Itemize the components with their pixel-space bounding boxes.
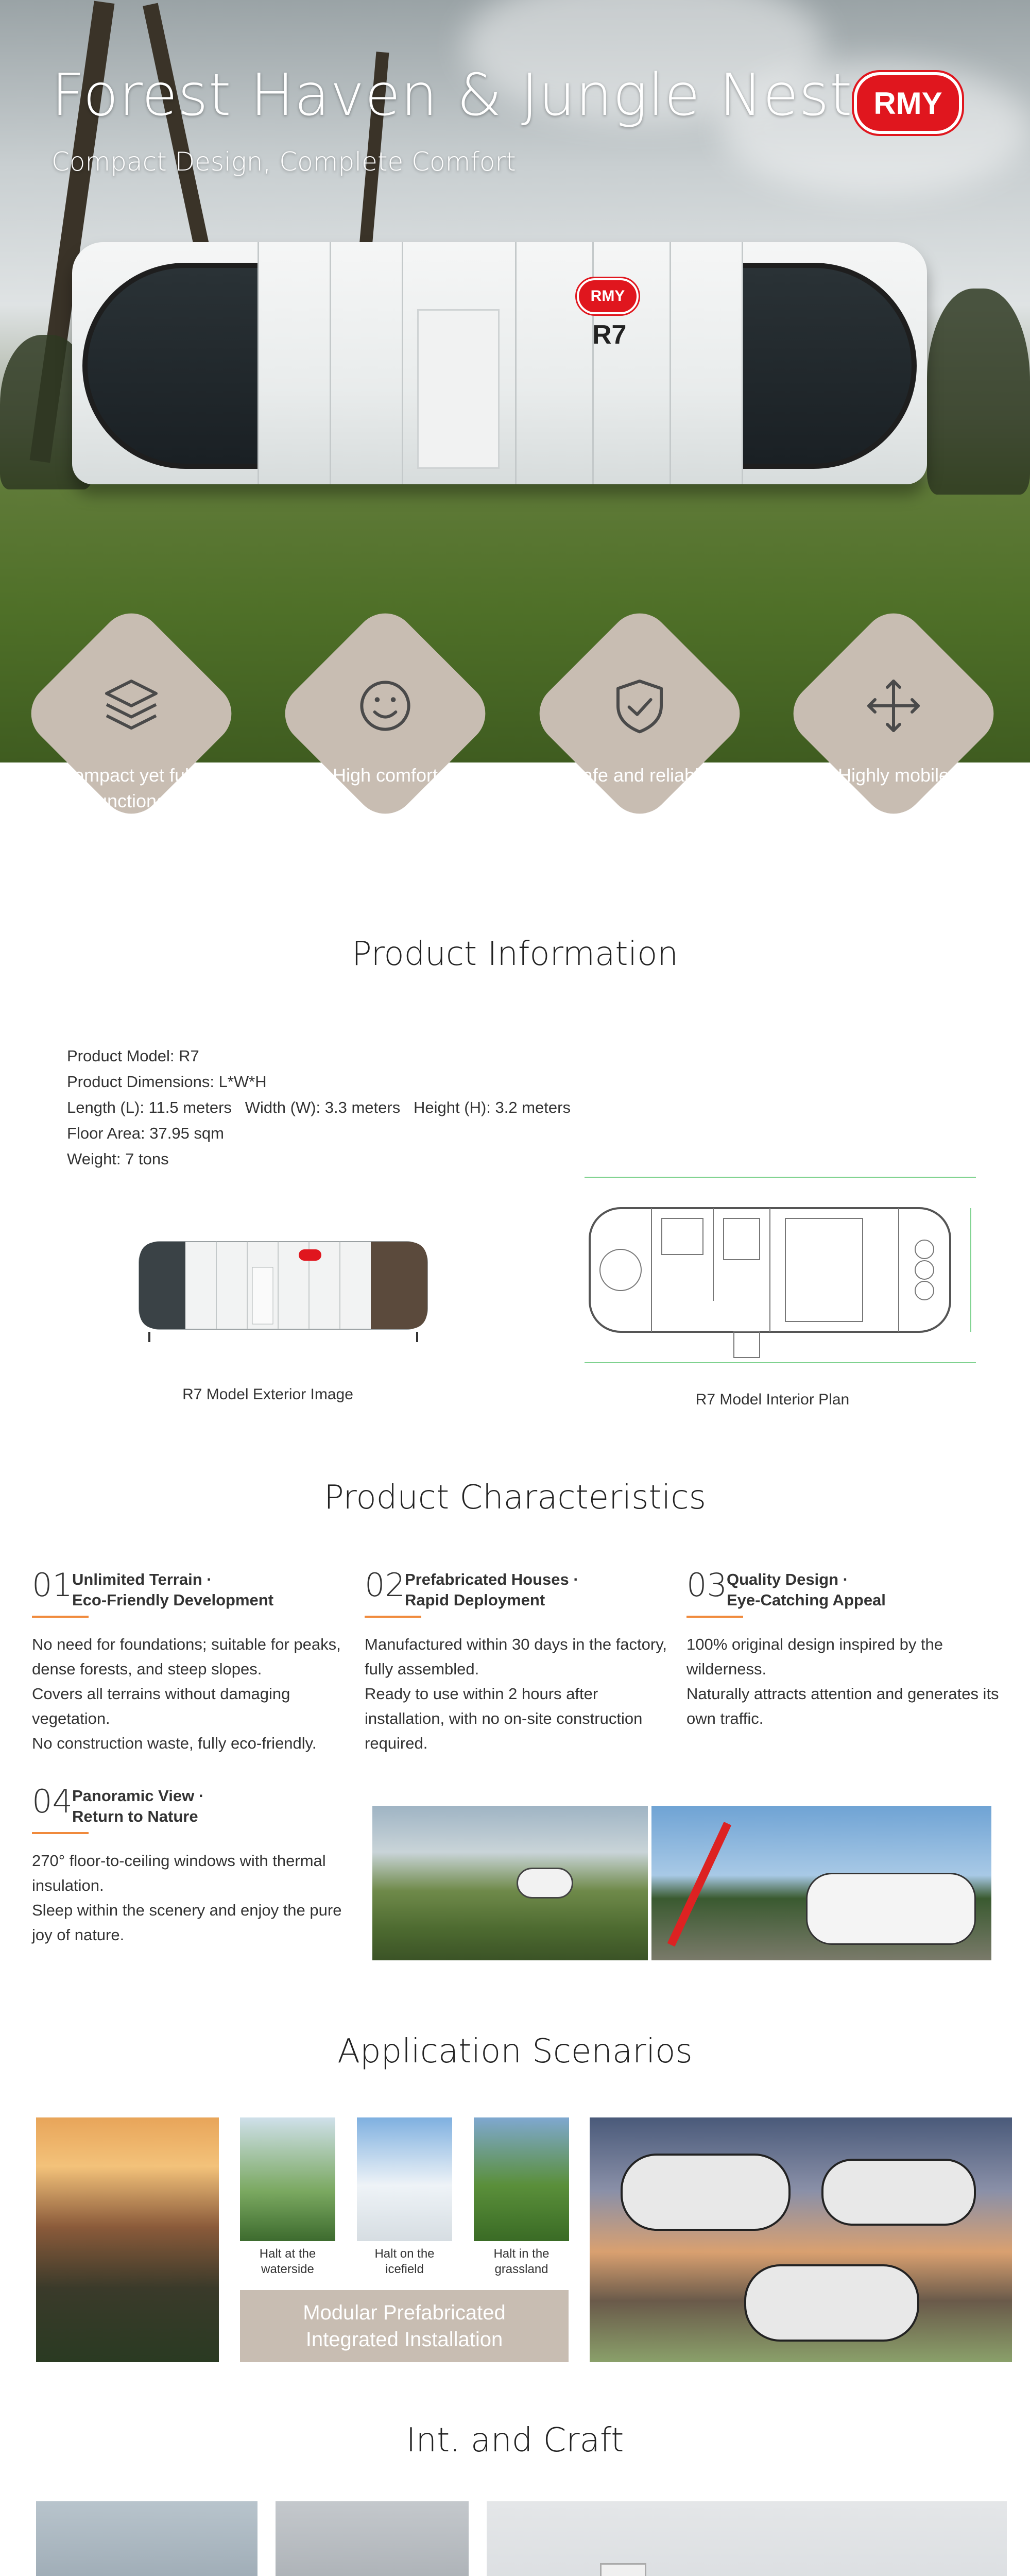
smile-icon [354, 675, 416, 737]
body-line: 270° floor-to-ceiling windows with thermal insulation. [32, 1852, 326, 1894]
photo-interior-corridor [36, 2501, 258, 2576]
characteristic-body [365, 1632, 679, 1756]
characteristic-title: Unlimited Terrain · [72, 1570, 212, 1588]
photo-night-capsules [590, 2117, 1012, 2362]
thumb-caption: Halt on the icefield [374, 2247, 435, 2276]
body-line: 100% original design inspired by the wilderness. [686, 1635, 943, 1678]
capsule-house [72, 242, 927, 484]
product-specs [67, 1043, 685, 1172]
layers-icon [100, 675, 162, 737]
characteristics-title: Product Characteristics [324, 1479, 706, 1517]
hero-subtitle: Compact Design, Complete Comfort [52, 147, 516, 177]
left-window [82, 263, 258, 469]
characteristic-title: Rapid Deployment [405, 1591, 545, 1609]
photo-sunset-mountain [36, 2117, 219, 2362]
modular-line: Integrated Installation [305, 2328, 503, 2351]
characteristic-title: Quality Design · [727, 1570, 848, 1588]
spec-line: Product Dimensions: L*W*H [67, 1073, 267, 1091]
spec-line: Floor Area: 37.95 sqm [67, 1124, 224, 1142]
characteristic-title: Panoramic View · [72, 1787, 204, 1805]
characteristic-number: 04 [32, 1783, 73, 1820]
thumb-waterside [240, 2117, 335, 2241]
thumb-icefield [357, 2117, 452, 2241]
spec-line: Weight: 7 tons [67, 1150, 169, 1168]
body-line: Ready to use within 2 hours after installation, with no on-site construction required. [365, 1685, 643, 1752]
photo-crane-installation [651, 1806, 991, 1960]
characteristic-number: 03 [686, 1566, 727, 1604]
photo-interior-bedroom [487, 2501, 1007, 2576]
body-line: No need for foundations; suitable for peaks, dense forests, and steep slopes. [32, 1635, 341, 1678]
feature-label: Compact yet fully functional [60, 765, 203, 811]
spec-line: Length (L): 11.5 meters Width (W): 3.3 meters Height (H): 3.2 meters [67, 1098, 571, 1116]
accent-underline [686, 1616, 743, 1618]
capsule-model-label: R7 [592, 320, 627, 350]
accent-underline [32, 1616, 89, 1618]
thumb-caption: Halt in the grassland [493, 2247, 550, 2276]
photo-cliff-capsule [372, 1806, 648, 1960]
exterior-caption: R7 Model Exterior Image [182, 1386, 353, 1403]
feature-safe [521, 623, 758, 871]
characteristic-title: Eye-Catching Appeal [727, 1591, 886, 1609]
capsule-door [417, 309, 500, 469]
spec-line: Product Model: R7 [67, 1047, 199, 1065]
characteristic-title: Eco-Friendly Development [72, 1591, 274, 1609]
feature-mobile [775, 623, 1012, 871]
move-arrows-icon [863, 675, 924, 737]
feature-label: High comfort [332, 765, 438, 786]
shield-check-icon [609, 675, 671, 737]
modular-line: Modular Prefabricated [303, 2301, 506, 2324]
feature-compact [13, 623, 250, 871]
accent-underline [365, 1616, 421, 1618]
body-line: Manufactured within 30 days in the factory, fully assembled. [365, 1635, 667, 1678]
characteristic-title: Prefabricated Houses · [405, 1570, 579, 1588]
body-line: Naturally attracts attention and generates its own traffic. [686, 1685, 999, 1727]
craft-title: Int. and Craft [406, 2421, 624, 2460]
body-line: Covers all terrains without damaging vegetation. [32, 1685, 290, 1727]
accent-underline [32, 1832, 89, 1834]
product-info-title: Product Information [352, 935, 678, 973]
brand-logo: RMY [854, 72, 962, 134]
characteristic-body [32, 1849, 356, 1947]
body-line: No construction waste, fully eco-friendly. [32, 1734, 317, 1752]
photo-interior-dining [276, 2501, 469, 2576]
capsule-brand-logo: RMY [577, 278, 639, 314]
characteristic-number: 02 [365, 1566, 405, 1604]
modular-installation-banner [240, 2290, 569, 2362]
characteristic-number: 01 [32, 1566, 73, 1604]
feature-comfort [267, 623, 504, 871]
feature-label: Highly mobile [837, 765, 950, 786]
interior-plan-caption: R7 Model Interior Plan [695, 1391, 850, 1408]
interior-plan-image [579, 1167, 981, 1373]
body-line: Sleep within the scenery and enjoy the pure joy of nature. [32, 1901, 342, 1944]
characteristic-body [32, 1632, 346, 1756]
characteristic-title: Return to Nature [72, 1807, 198, 1825]
thumb-grassland [474, 2117, 569, 2241]
application-title: Application Scenarios [337, 2032, 693, 2071]
right-window [742, 263, 917, 469]
thumb-caption: Halt at the waterside [259, 2247, 316, 2276]
hero-title: Forest Haven & Jungle Nest [52, 62, 853, 129]
exterior-image [129, 1226, 438, 1350]
feature-label: Safe and reliable [570, 765, 710, 786]
characteristic-body [686, 1632, 1001, 1731]
